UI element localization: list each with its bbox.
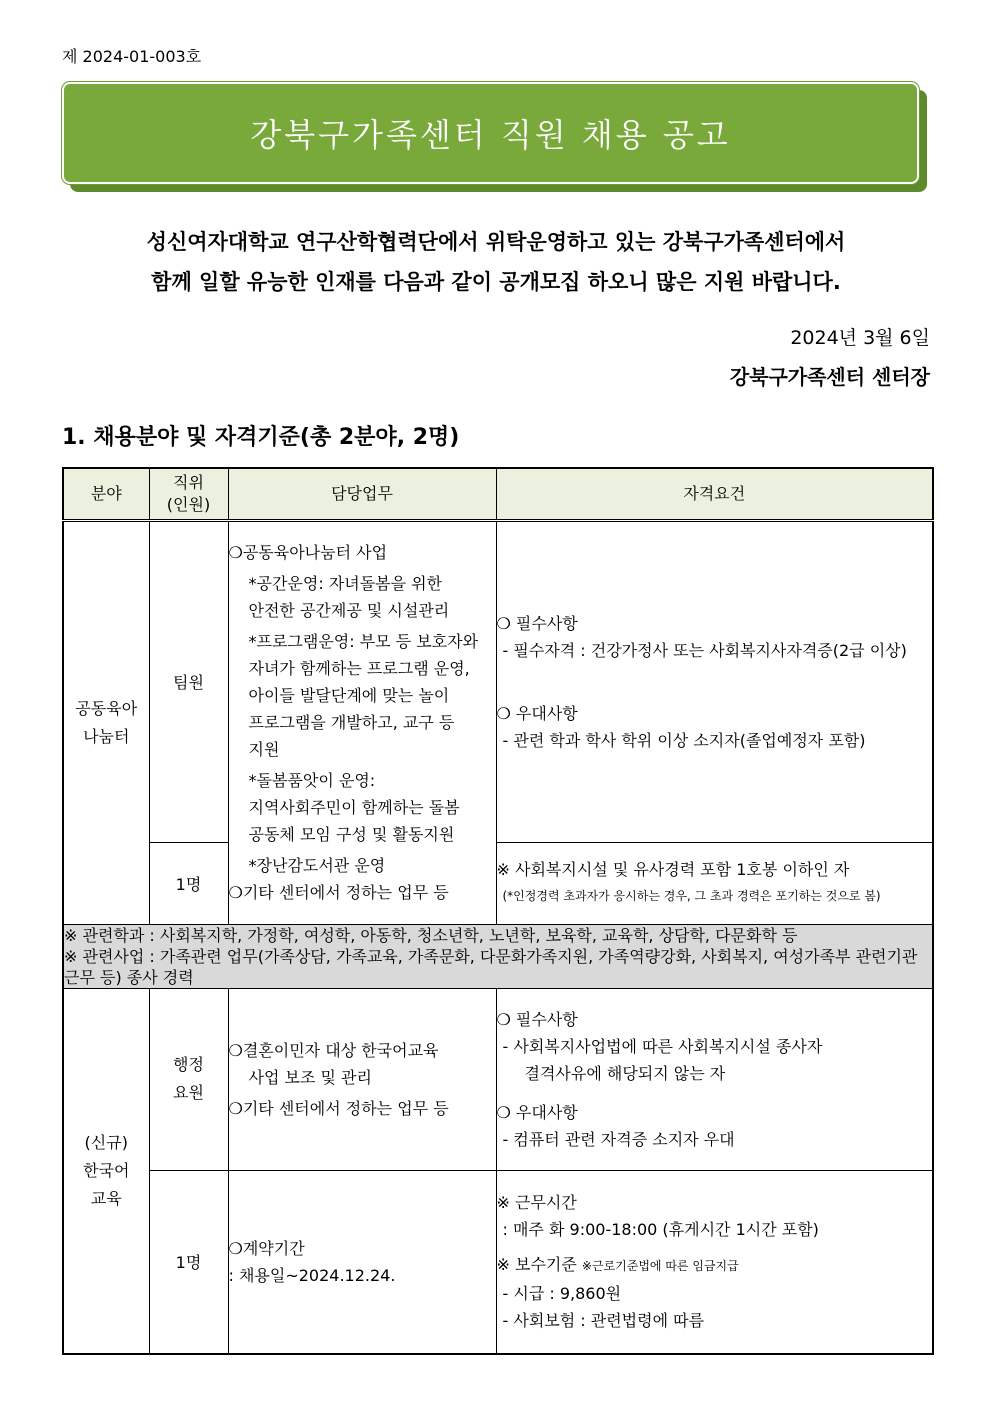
section-title: 1. 채용분야 및 자격기준(총 2분야, 2명) [62,425,460,450]
intro-text [62,222,930,302]
duty-item: 사업 보조 및 관리 [248,1067,372,1087]
field-name-line: 한국어 [83,1160,130,1180]
duty-item: 아이들 발달단계에 맞는 놀이 [248,686,450,705]
header-requirements: 자격요건 [496,468,933,520]
contract-value: : 채용일~2024.12.24. [228,1265,396,1285]
position-cell [149,988,228,1170]
duty-item: ❍기타 센터에서 정하는 업무 등 [228,1098,449,1118]
intro-line: 성신여자대학교 연구산학협력단에서 위탁운영하고 있는 강북구가족센터에서 [146,230,846,254]
header-field: 분야 [63,468,149,520]
requirements-cell [496,520,933,842]
announcement-date: 2024년 3월 6일 [790,327,930,349]
page-title: 강북구가족센터 직원 채용 공고 [250,116,731,154]
count-cell: 1명 [149,1170,228,1354]
req-item: 결격사유에 해당되지 않는 자 [524,1063,726,1083]
req-title: ❍ 우대사항 [496,703,578,723]
pay-note: ※근로기준법에 따른 임금지급 [581,1259,739,1274]
position-line: 행정 [173,1055,204,1074]
contract-cell [228,1170,496,1354]
header-position [149,468,228,520]
duty-item: 공동체 모임 구성 및 활동지원 [248,825,455,844]
header-position-line: (인원) [166,494,211,514]
field-name-line: 나눔터 [83,726,130,746]
header-duties: 담당업무 [228,468,496,520]
duty-item: 지원 [248,740,280,759]
field-name-line: 교육 [90,1188,122,1208]
notes-cell [63,924,933,988]
table-row [63,520,933,842]
experience-text: ※ 사회복지시설 및 유사경력 포함 1호봉 이하인 자 [496,860,850,879]
field-name-cell [63,520,149,924]
duty-item: 지역사회주민이 함께하는 돌봄 [248,798,460,817]
requirements-cell [496,988,933,1170]
duties-cell [228,988,496,1170]
duty-item: 자녀가 함께하는 프로그램 운영, [248,659,470,678]
duty-item: 안전한 공간제공 및 시설관리 [248,601,450,620]
pay-hourly: - 시급 : 9,860원 [502,1284,622,1304]
note-line: ※ 관련사업 : 가족관련 업무(가족상담, 가족교육, 가족문화, 다문화가족지원, 가족역량강화, 사회복지, 여성가족부 관련기관 근무 등) 종사 경력 [64,946,918,987]
duty-item: ❍공동육아나눔터 사업 [228,543,388,562]
pay-insurance: - 사회보험 : 관련법령에 따름 [502,1311,705,1331]
duty-item: 프로그램을 개발하고, 교구 등 [248,713,455,732]
duty-item: *장난감도서관 운영 [248,856,386,875]
title-banner [62,82,919,184]
experience-note: (*인정경력 초과자가 응시하는 경우, 그 초과 경력은 포기하는 것으로 봄) [502,889,881,903]
note-line: ※ 관련학과 : 사회복지학, 가정학, 여성학, 아동학, 청소년학, 노년학, 보육학, 교육학, 상담학, 다문화학 등 [64,925,798,945]
notes-row [63,924,933,988]
duty-item: ❍결혼이민자 대상 한국어교육 [228,1040,439,1060]
duty-item: *공간운영: 자녀돌봄을 위한 [248,574,443,593]
position-line: 요원 [173,1083,204,1102]
position-cell: 팀원 [149,520,228,842]
count-cell: 1명 [149,842,228,924]
duties-cell [228,520,496,924]
duty-item: *돌봄품앗이 운영: [248,771,376,790]
req-item: - 컴퓨터 관련 자격증 소지자 우대 [502,1129,735,1149]
table-row [63,1170,933,1354]
table-header-row [63,468,933,520]
req-item: - 관련 학과 학사 학위 이상 소지자(졸업예정자 포함) [502,730,866,750]
issuer: 강북구가족센터 센터장 [729,365,930,389]
req-title: ❍ 필수사항 [496,613,578,633]
req-item: - 필수자격 : 건강가정사 또는 사회복지사자격증(2급 이상) [502,640,907,660]
field-name-line: 공동육아 [75,698,138,718]
duty-item: ❍기타 센터에서 정하는 업무 등 [228,883,449,902]
req-item: - 사회복지사업법에 따른 사회복지시설 종사자 [502,1036,823,1056]
field-name-cell [63,988,149,1354]
document-number: 제 2024-01-003호 [62,47,202,66]
work-hours-title: ※ 근무시간 [496,1193,577,1213]
req-title: ❍ 우대사항 [496,1102,578,1122]
table-row [63,988,933,1170]
work-hours: : 매주 화 9:00-18:00 (휴게시간 1시간 포함) [502,1220,819,1240]
field-name-line: (신규) [84,1132,128,1152]
pay-title-line [497,1251,933,1280]
table-row [63,842,933,924]
work-conditions-cell [496,1170,933,1354]
experience-cell [496,842,933,924]
duty-item: *프로그램운영: 부모 등 보호자와 [248,632,479,651]
recruitment-table [62,467,934,1355]
intro-line: 함께 일할 유능한 인재를 다음과 같이 공개모집 하오니 많은 지원 바랍니다. [151,270,841,294]
req-title: ❍ 필수사항 [496,1009,578,1029]
contract-title: ❍계약기간 [228,1238,305,1258]
header-position-line: 직위 [173,472,204,492]
pay-title: ※ 보수기준 [496,1255,577,1275]
